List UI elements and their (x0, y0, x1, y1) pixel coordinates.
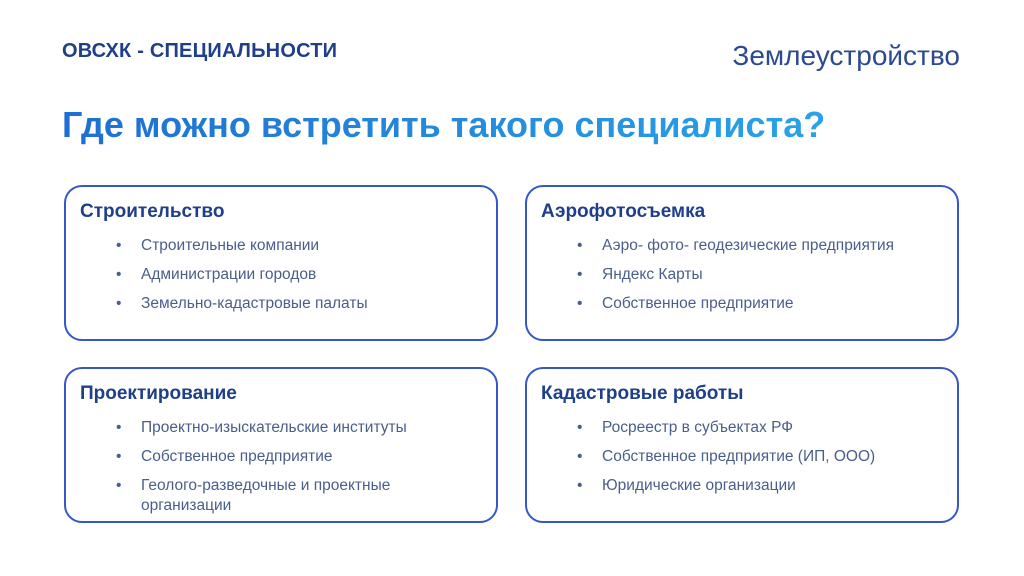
specialty-title: Землеустройство (732, 40, 960, 71)
card-heading: Аэрофотосъемка (541, 201, 706, 222)
card-design (64, 367, 498, 523)
card-construction (64, 185, 498, 341)
list-item: • Администрации городов (116, 265, 480, 285)
card-list (577, 418, 941, 505)
card-list (577, 236, 941, 323)
list-item: • Земельно-кадастровые палаты (116, 294, 480, 314)
list-item: • Собственное предприятие (577, 294, 941, 314)
list-item: • Проектно-изыскательские институты (116, 418, 480, 438)
list-item: • Аэро- фото- геодезические предприятия (577, 236, 941, 256)
card-aerial-photography (525, 185, 959, 341)
slide-title: Где можно встретить такого специалиста? (62, 104, 826, 145)
card-heading: Проектирование (80, 383, 237, 404)
list-item: • Строительные компании (116, 236, 480, 256)
brand-title: ОВСХК - СПЕЦИАЛЬНОСТИ (62, 40, 338, 62)
list-item: • Собственное предприятие (116, 447, 480, 467)
list-item: • Росреестр в субъектах РФ (577, 418, 941, 438)
card-list (116, 236, 480, 323)
card-cadastral-works (525, 367, 959, 523)
list-item: • Юридические организации (577, 476, 941, 496)
list-item: • Собственное предприятие (ИП, ООО) (577, 447, 941, 467)
list-item: • Яндекс Карты (577, 265, 941, 285)
card-heading: Кадастровые работы (541, 383, 744, 404)
card-heading: Строительство (80, 201, 225, 222)
list-item: • Геолого-разведочные и проектные организации (116, 476, 480, 516)
card-list (116, 418, 480, 525)
